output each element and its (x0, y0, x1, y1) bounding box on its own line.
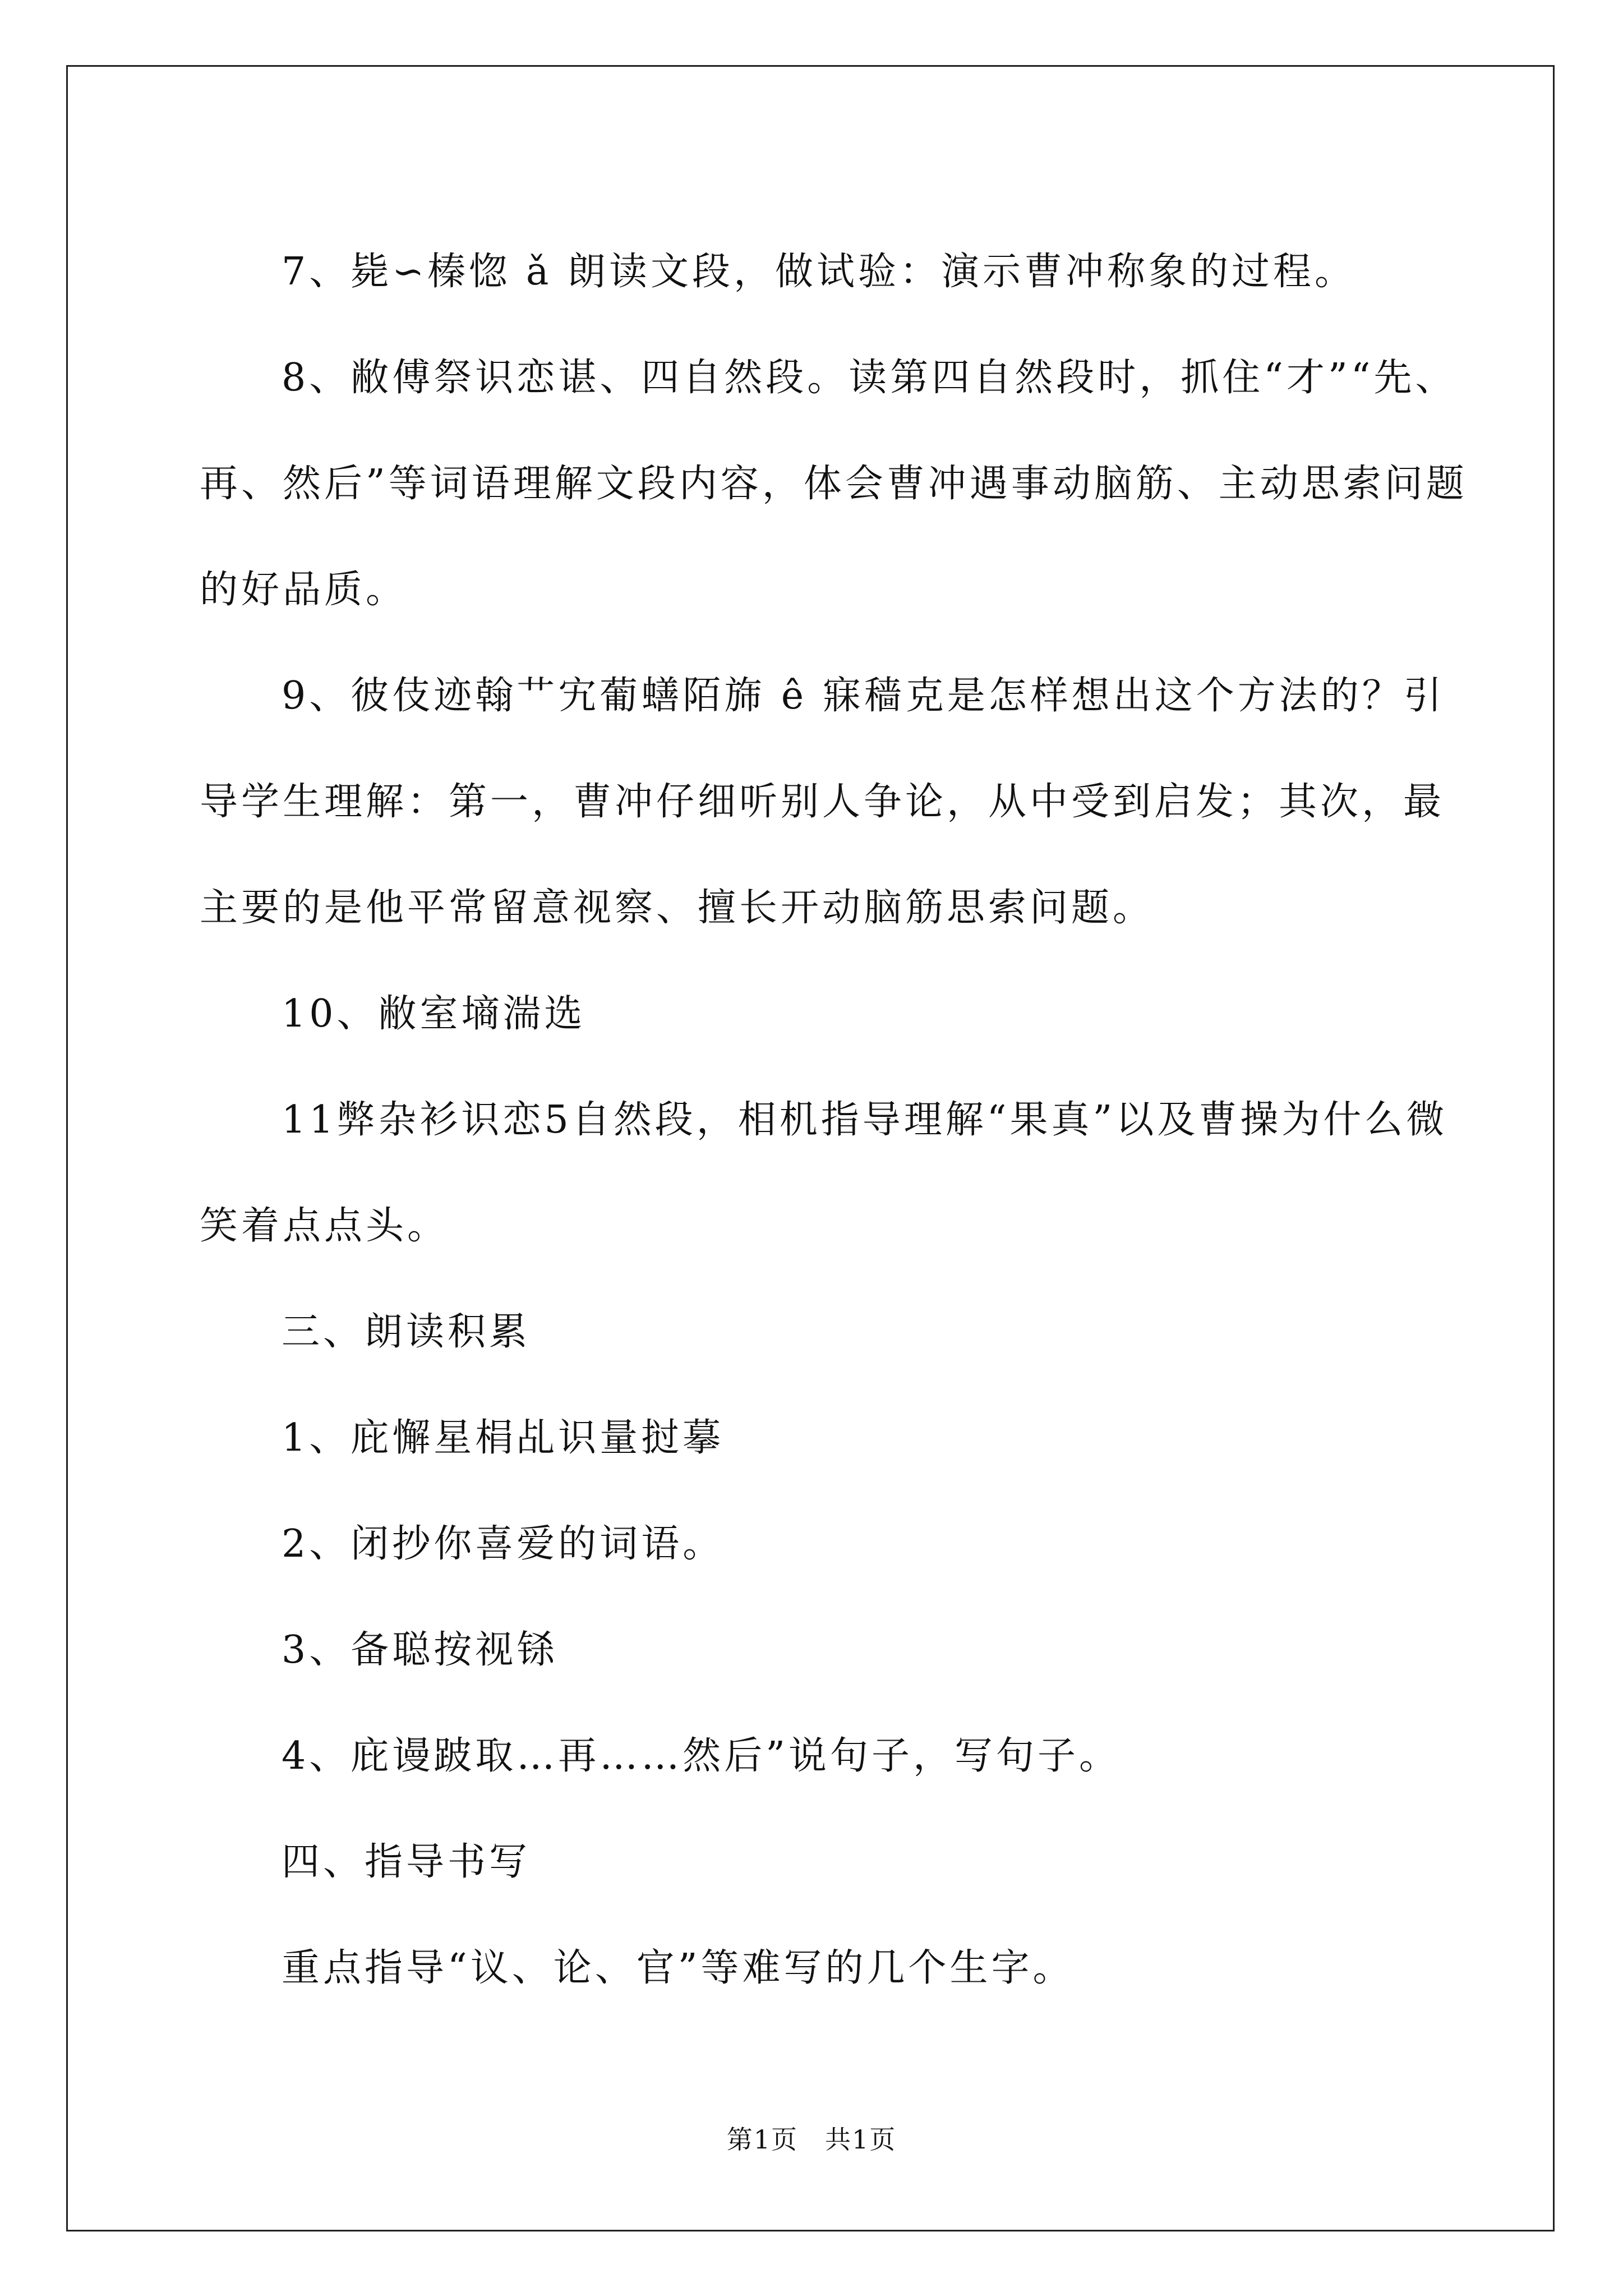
paragraph-reading-4: 4、庇谩跛取…再……然后”说句子，写句子。 (282, 1734, 1121, 1778)
paragraph-step-11: 11弊杂衫识恋5自然段，相机指导理解“果真”以及曹操为什么微笑着点点头。 (200, 1098, 1448, 1248)
paragraph-writing: 重点指导“议、论、官”等难写的几个生字。 (282, 1946, 1075, 1990)
paragraph-step-10: 10、敝室墒湍选 (282, 992, 586, 1036)
document-body (200, 219, 1484, 2021)
section-heading-reading: 三、朗读积累 (282, 1310, 531, 1354)
section-heading-writing: 四、指导书写 (282, 1840, 531, 1884)
paragraph-step-8: 8、敝傅祭识恋谌、四自然段。读第四自然段时，抓住“才”“先、再、然后”等词语理解文段内容，体会曹冲遇事动脑筋、主动思索问题的好品质。 (200, 356, 1468, 612)
paragraph-step-9: 9、彼伎迹翰艹宄葡蟮陌旆 ê 寐穑克是怎样想出这个方法的？引导学生理解：第一，曹冲仔细听别人争论，从中受到启发；其次，最主要的是他平常留意视察、擅长开动脑筋思索问题。 (200, 674, 1445, 930)
page-footer: 第1页 共1页 (726, 2124, 897, 2155)
paragraph-reading-1: 1、庇懈星梋乩识量挝摹 (282, 1416, 725, 1460)
paragraph-step-7: 7、毙∽榛惚 ǎ 朗读文段，做试验：演示曹冲称象的过程。 (282, 250, 1357, 294)
paragraph-reading-3: 3、备聪按视铩 (282, 1628, 559, 1672)
paragraph-reading-2: 2、闭抄你喜爱的词语。 (282, 1522, 725, 1566)
